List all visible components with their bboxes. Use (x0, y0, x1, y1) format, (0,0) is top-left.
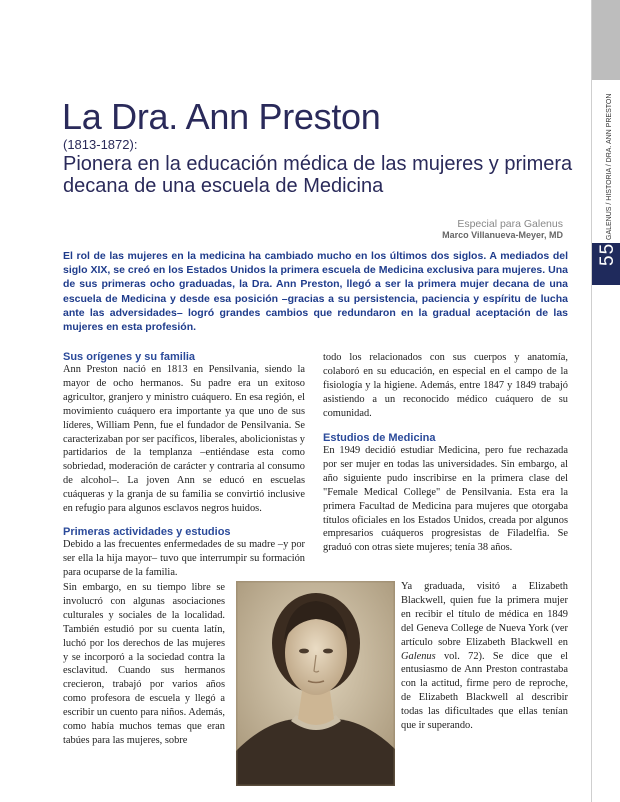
section-early-continued (63, 581, 225, 748)
portrait-photo (236, 581, 395, 786)
article-dates: (1813-1872): (63, 137, 138, 152)
body-paragraph: Sin embargo, en su tiempo libre se involucró con algunas asociaciones culturales y sociales de la localidad. También estudió por su cuenta latín, luchó por los derechos de las mujeres y se incorporó a la sociedad contra la esclavitud. Cuando sus hermanos crecieron, trabajó por varios años como profesora de escuela y llegó a escribir un cuento para niños. Además, como había muchos temas que eran tabúes para las mujeres, sobre (63, 582, 225, 746)
section-origins (63, 351, 305, 516)
article-subtitle: Pionera en la educación médica de las mujeres y primera decana de una escuela de Medicina (63, 153, 573, 197)
side-strip (591, 0, 620, 802)
body-paragraph: En 1949 decidió estudiar Medicina, pero fue rechazada por ser mujer en todas las universidades. Sin embargo, al año siguiente pudo inscribirse en la primera clase del "Female Medical College" de Pensilvania. Esta era la primera Facultad de Medicina para mujeres que otorgaba títulos oficiales en los Estados Unidos, creada por algunos empresarios cuáqueros progresistas de Filadelfia. Se graduó con otras siete mujeres; tenía 38 años. (323, 445, 568, 554)
section-medicine (323, 432, 568, 555)
section-graduate (401, 580, 568, 733)
column-two-top (323, 351, 568, 421)
section-heading: Sus orígenes y su familia (63, 351, 196, 363)
journal-name: Galenus (401, 650, 436, 662)
section-heading: Primeras actividades y estudios (63, 526, 231, 538)
author-byline: Marco Villanueva-Meyer, MD (442, 230, 563, 240)
text-fragment: vol. 72). Se dice que el entusiasmo de Ann Preston contrastaba con la actitud, firme pero de reproche, de Elizabeth Blackwell al describir todas las dificultades que ellas tenían que ir superando. (401, 650, 568, 732)
section-early (63, 526, 305, 580)
text-fragment: Ya graduada, visitó a Elizabeth Blackwell, quien fue la primera mujer en recibir el título de médica en 1849 del Geneva College de Nueva York (ver artículo sobre Elizabeth Blackwell en (401, 581, 568, 648)
article-title: La Dra. Ann Preston (62, 96, 381, 137)
body-paragraph: Debido a las frecuentes enfermedades de su madre –y por ser ella la hija mayor– tuvo que interrumpir su formación para ocuparse de la familia. (63, 539, 305, 578)
section-heading: Estudios de Medicina (323, 432, 436, 444)
running-head: GALENUS / HISTORIA / DRA. ANN PRESTON (606, 93, 613, 240)
body-paragraph: Ann Preston nació en 1813 en Pensilvania, siendo la mayor de ocho hermanos. Su padre era un exitoso agricultor, granjero y ministro cuáquero. En esa región, el movimiento cuáquero era importante ya que uno de sus líderes, William Penn, fue el fundador de Pensilvania. Se caracterizaban por ser pacíficos, liberales, abolicionistas y partidarios de la templanza –entiéndase esta como sobriedad, moderación de carácter y contraria al consumo de alcohol–. La joven Ann se educó en escuelas cuáqueras y la granja de su familia se convirtió inclusive en refugio para algunos esclavos negros huidos. (63, 364, 305, 515)
lead-paragraph: El rol de las mujeres en la medicina ha cambiado mucho en los últimos dos siglos. A mediados del siglo XIX, se creó en los Estados Unidos la primera escuela de Medicina exclusiva para mujeres. Una de sus primeras ocho graduadas, la Dra. Ann Preston, llegó a ser la primera mujer decana de una escuela de Medicina y desde esa posición –gracias a su persistencia, paciencia y espíritu de lucha ante las adversidades– logró grandes cambios que redundaron en la gradual aceptación de las mujeres en esta profesión. (63, 250, 568, 334)
page-number: 55 (597, 242, 618, 266)
special-credit: Especial para Galenus (457, 218, 563, 230)
body-paragraph: todo los relacionados con sus cuerpos y anatomía, colaboró en su educación, en especial en el campo de la fisiología y la higiene. Además, entre 1847 y 1849 trabajó asistiendo a un reconocido médico cuáquero de su comunidad. (323, 352, 568, 419)
body-paragraph (401, 580, 568, 733)
